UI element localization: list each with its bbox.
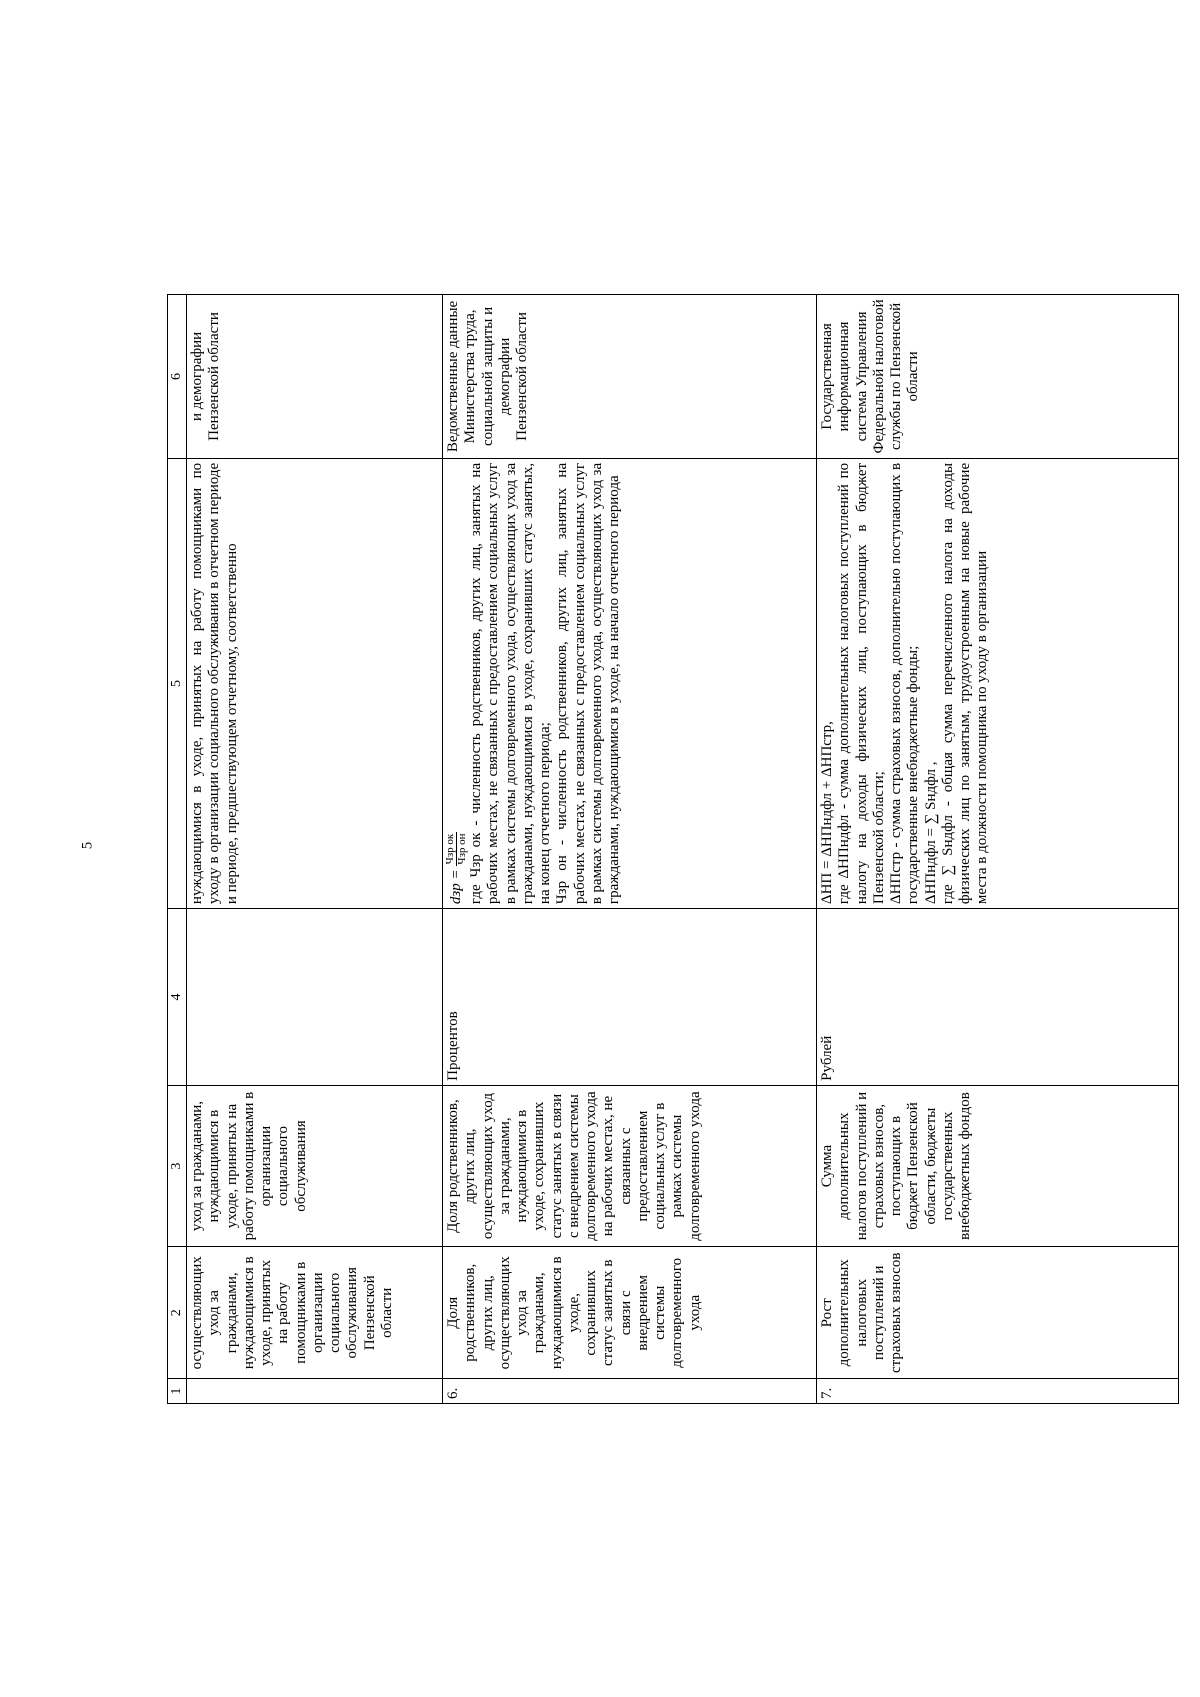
cell-definition: Сумма дополнительных налогов поступлений и страховых взносов, поступающих в бюджет Пензенской области, бюджеты государственных внебюджетных фондов <box>817 1085 1179 1246</box>
fraction-denominator: Чзр он <box>456 833 468 865</box>
cell-unit <box>187 909 443 1086</box>
cell-number: 7. <box>817 1379 1179 1404</box>
header-col-4: 4 <box>168 909 187 1086</box>
rotated-table-container <box>167 294 1177 1404</box>
table-header-row <box>168 295 187 1404</box>
cell-method <box>443 458 817 908</box>
cell-method <box>817 458 1179 908</box>
cell-definition: уход за гражданами, нуждающимися в уходе, принятых на работу помощниками в организации социального обслуживания <box>187 1085 443 1246</box>
formula-income-tax: ΔНПндфл = ∑ Sндфл , <box>922 761 939 905</box>
cell-number: 6. <box>443 1379 817 1404</box>
header-col-3: 3 <box>168 1085 187 1246</box>
page-number: 5 <box>79 841 96 850</box>
table-row-7 <box>817 295 1179 1404</box>
cell-source: Ведомственные данные Министерства труда, социальной защиты и демографии Пензенской области <box>443 295 817 459</box>
header-col-5: 5 <box>168 458 187 908</box>
header-col-2: 2 <box>168 1247 187 1379</box>
cell-indicator-name: Рост дополнительных налоговых поступлений и страховых взносов <box>817 1247 1179 1379</box>
cell-unit: Процентов <box>443 909 817 1086</box>
indicators-table <box>167 294 1179 1404</box>
method-paragraph: ΔНПстр - сумма страховых взносов, дополнительно поступающих в государственные внебюджетные фонды; <box>888 462 922 905</box>
method-paragraph: где ∑ Sндфл - общая сумма перечисленного налога на доходы физических лиц по занятым, трудоустроенным на новые рабочие места в должности помощника по уходу в организации <box>939 462 991 905</box>
cell-number <box>187 1379 443 1404</box>
table-row-continued <box>187 295 443 1404</box>
cell-unit: Рублей <box>817 909 1179 1086</box>
cell-source: Государственная информационная система Управления Федеральной налоговой службы по Пензенской области <box>817 295 1179 459</box>
formula-tax-growth: ΔНП = ΔНПндфл + ΔНПстр, <box>819 721 835 905</box>
fraction-numerator: Чзр ок <box>444 833 456 865</box>
table-row-6 <box>443 295 817 1404</box>
formula-fraction <box>445 832 468 865</box>
method-paragraph: Чзр он - численность родственников, других лиц, занятых на рабочих местах, не связанных с предоставлением социальных услуг в рамках системы долговременного ухода, осуществляющих уход за гражданами, нуждающимися в уходе, на начало отчетного периода <box>554 462 622 905</box>
cell-method: нуждающимися в уходе, принятых на работу помощниками по уходу в организации социального обслуживания в отчетном периоде и периоде, предшествующем отчетному, соответственно <box>187 458 443 908</box>
cell-definition: Доля родственников, других лиц, осуществляющих уход за гражданами, нуждающимися в уходе, сохранивших статус занятых в связи с внедрением системы долговременного ухода на рабочих местах, не связанных с предоставлением социальных услуг в рамках системы долговременного ухода <box>443 1085 817 1246</box>
method-paragraph: где Чзр ок - численность родственников, других лиц, занятых на рабочих местах, не связанных с предоставлением социальных услуг в рамках системы долговременного ухода, осуществляющих уход за гражданами, нуждающимися в уходе, сохранивших статус занятых, на конец отчетного периода; <box>468 462 553 905</box>
formula-lhs: dзр = <box>447 869 464 905</box>
formula-share <box>445 463 468 904</box>
cell-indicator-name: Доля родственников, других лиц, осуществляющих уход за гражданами, нуждающимися в уходе, сохранивших статус занятых в связи с внедрением системы долговременного ухода <box>443 1247 817 1379</box>
header-col-1: 1 <box>168 1379 187 1404</box>
cell-indicator-name: осуществляющих уход за гражданами, нуждающимися в уходе, принятых на работу помощниками в организации социального обслуживания Пензенской области <box>187 1247 443 1379</box>
cell-source: и демографии Пензенской области <box>187 295 443 459</box>
header-col-6: 6 <box>168 295 187 459</box>
method-paragraph: где ΔНПндфл - сумма дополнительных налоговых поступлений по налогу на доходы физических лиц, поступающих в бюджет Пензенской области; <box>836 462 887 905</box>
